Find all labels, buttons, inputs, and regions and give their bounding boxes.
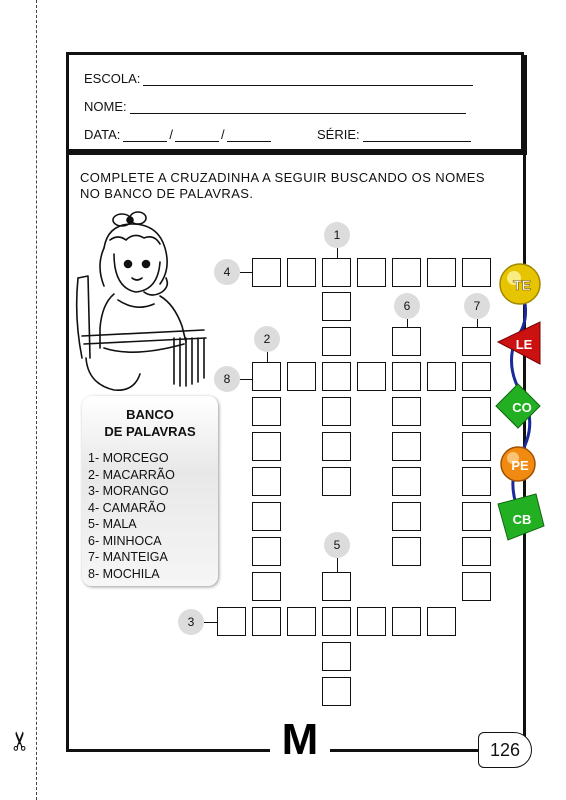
leader-line-7 bbox=[477, 319, 478, 327]
list-item: 5- MALA bbox=[88, 517, 137, 531]
crossword-cell[interactable] bbox=[252, 607, 281, 636]
leader-line-1 bbox=[337, 248, 338, 258]
crossword-cell[interactable] bbox=[252, 397, 281, 426]
leader-line-6 bbox=[407, 319, 408, 327]
grade-label: SÉRIE: bbox=[317, 127, 360, 142]
crossword-cell[interactable] bbox=[392, 258, 421, 287]
logo-m-icon bbox=[273, 718, 327, 758]
crossword-cell[interactable] bbox=[392, 502, 421, 531]
crossword-cell[interactable] bbox=[252, 502, 281, 531]
crossword-cell[interactable] bbox=[252, 572, 281, 601]
crossword-cell[interactable] bbox=[322, 467, 351, 496]
crossword-cell[interactable] bbox=[462, 432, 491, 461]
name-field[interactable] bbox=[84, 99, 466, 114]
crossword-cell[interactable] bbox=[287, 362, 316, 391]
svg-text:CB: CB bbox=[512, 512, 532, 527]
badge-cb-icon bbox=[498, 494, 544, 540]
list-item: 2- MACARRÃO bbox=[88, 467, 175, 482]
crossword-cell[interactable] bbox=[252, 537, 281, 566]
crossword-cell[interactable] bbox=[462, 467, 491, 496]
clue-number-6: 6 bbox=[394, 293, 420, 319]
badge-co-icon bbox=[496, 384, 540, 428]
clue-number-4: 4 bbox=[214, 259, 240, 285]
crossword-cell[interactable] bbox=[252, 432, 281, 461]
school-line bbox=[143, 73, 473, 86]
list-item: 7- MANTEIGA bbox=[88, 550, 168, 564]
girl-in-wheelchair-illustration bbox=[74, 208, 214, 394]
leader-line-5 bbox=[337, 558, 338, 572]
clue-number-1: 1 bbox=[324, 222, 350, 248]
logo-m bbox=[270, 716, 330, 760]
crossword-cell[interactable] bbox=[427, 258, 456, 287]
crossword-cell[interactable] bbox=[357, 607, 386, 636]
svg-text:M: M bbox=[281, 718, 319, 758]
badge-le-icon bbox=[498, 322, 540, 364]
date-label: DATA: bbox=[84, 127, 121, 142]
date-day-line bbox=[123, 129, 167, 142]
crossword-cell[interactable] bbox=[252, 258, 281, 287]
crossword-cell[interactable] bbox=[217, 607, 246, 636]
crossword-cell[interactable] bbox=[392, 467, 421, 496]
word-bank-title: BANCO DE PALAVRAS bbox=[104, 407, 196, 439]
crossword-cell[interactable] bbox=[322, 432, 351, 461]
name-label: NOME: bbox=[84, 99, 127, 114]
crossword-cell[interactable] bbox=[357, 362, 386, 391]
crossword-cell[interactable] bbox=[392, 327, 421, 356]
school-label: ESCOLA: bbox=[84, 71, 141, 86]
crossword-cell[interactable] bbox=[462, 327, 491, 356]
badge-te-icon bbox=[500, 264, 540, 304]
instruction-text: COMPLETE A CRUZADINHA A SEGUIR BUSCANDO OS NOMES NO BANCO DE PALAVRAS. bbox=[80, 170, 485, 201]
side-decoration bbox=[494, 258, 554, 548]
cut-line bbox=[36, 0, 37, 800]
crossword-cell[interactable] bbox=[392, 537, 421, 566]
crossword-cell[interactable] bbox=[287, 607, 316, 636]
crossword-cell[interactable] bbox=[427, 607, 456, 636]
name-line bbox=[130, 101, 466, 114]
bottom-border-right bbox=[328, 749, 480, 752]
crossword-cell[interactable] bbox=[392, 397, 421, 426]
grade-field[interactable] bbox=[317, 127, 471, 142]
crossword-cell[interactable] bbox=[322, 642, 351, 671]
crossword-cell[interactable] bbox=[392, 432, 421, 461]
crossword-cell[interactable] bbox=[462, 362, 491, 391]
crossword-cell[interactable] bbox=[462, 502, 491, 531]
scissors-icon: ✂ bbox=[5, 730, 36, 752]
date-month-line bbox=[175, 129, 219, 142]
crossword-cell[interactable] bbox=[252, 467, 281, 496]
clue-number-3: 3 bbox=[178, 609, 204, 635]
svg-text:PE: PE bbox=[511, 458, 529, 473]
list-item: 8- MOCHILA bbox=[88, 566, 160, 581]
clue-number-8: 8 bbox=[214, 366, 240, 392]
crossword-cell[interactable] bbox=[287, 258, 316, 287]
crossword-cell[interactable] bbox=[392, 607, 421, 636]
crossword-cell[interactable] bbox=[322, 677, 351, 706]
list-item: 3- MORANGO bbox=[88, 484, 169, 498]
date-separator-1: / bbox=[169, 127, 173, 142]
crossword-cell[interactable] bbox=[462, 397, 491, 426]
crossword-cell[interactable] bbox=[462, 572, 491, 601]
crossword-cell[interactable] bbox=[322, 572, 351, 601]
word-bank bbox=[82, 396, 218, 586]
list-item: 4- CAMARÃO bbox=[88, 500, 166, 515]
list-item: 6- MINHOCA bbox=[88, 533, 162, 548]
header-box bbox=[66, 52, 524, 152]
crossword-cell[interactable] bbox=[427, 362, 456, 391]
crossword-cell[interactable] bbox=[322, 397, 351, 426]
leader-line-8 bbox=[240, 379, 252, 380]
svg-text:LE: LE bbox=[515, 337, 533, 352]
bottom-border-left bbox=[66, 749, 272, 752]
crossword-cell[interactable] bbox=[322, 327, 351, 356]
crossword-cell[interactable] bbox=[322, 292, 351, 321]
list-item: 1- MORCEGO bbox=[88, 451, 169, 465]
leader-line-4 bbox=[240, 272, 252, 273]
date-separator-2: / bbox=[220, 127, 225, 142]
crossword-cell[interactable] bbox=[322, 607, 351, 636]
crossword-cell[interactable] bbox=[462, 537, 491, 566]
svg-text:TE: TE bbox=[513, 277, 531, 293]
grade-line bbox=[363, 129, 471, 142]
word-bank-list bbox=[88, 450, 218, 582]
crossword-cell[interactable] bbox=[462, 258, 491, 287]
crossword-cell[interactable] bbox=[357, 258, 386, 287]
page-number: 126 bbox=[478, 732, 532, 768]
date-year-line bbox=[227, 129, 271, 142]
clue-number-2: 2 bbox=[254, 326, 280, 352]
crossword-cell[interactable] bbox=[252, 362, 281, 391]
clue-number-7: 7 bbox=[464, 293, 490, 319]
crossword-cell[interactable] bbox=[322, 258, 351, 287]
leader-line-2 bbox=[267, 352, 268, 362]
badge-pe-icon bbox=[501, 447, 535, 481]
crossword-cell[interactable] bbox=[392, 362, 421, 391]
svg-text:CO: CO bbox=[512, 400, 532, 415]
clue-number-5: 5 bbox=[324, 532, 350, 558]
date-field[interactable] bbox=[84, 127, 271, 142]
crossword-cell[interactable] bbox=[322, 362, 351, 391]
school-field[interactable] bbox=[84, 71, 473, 86]
leader-line-3 bbox=[204, 622, 218, 623]
